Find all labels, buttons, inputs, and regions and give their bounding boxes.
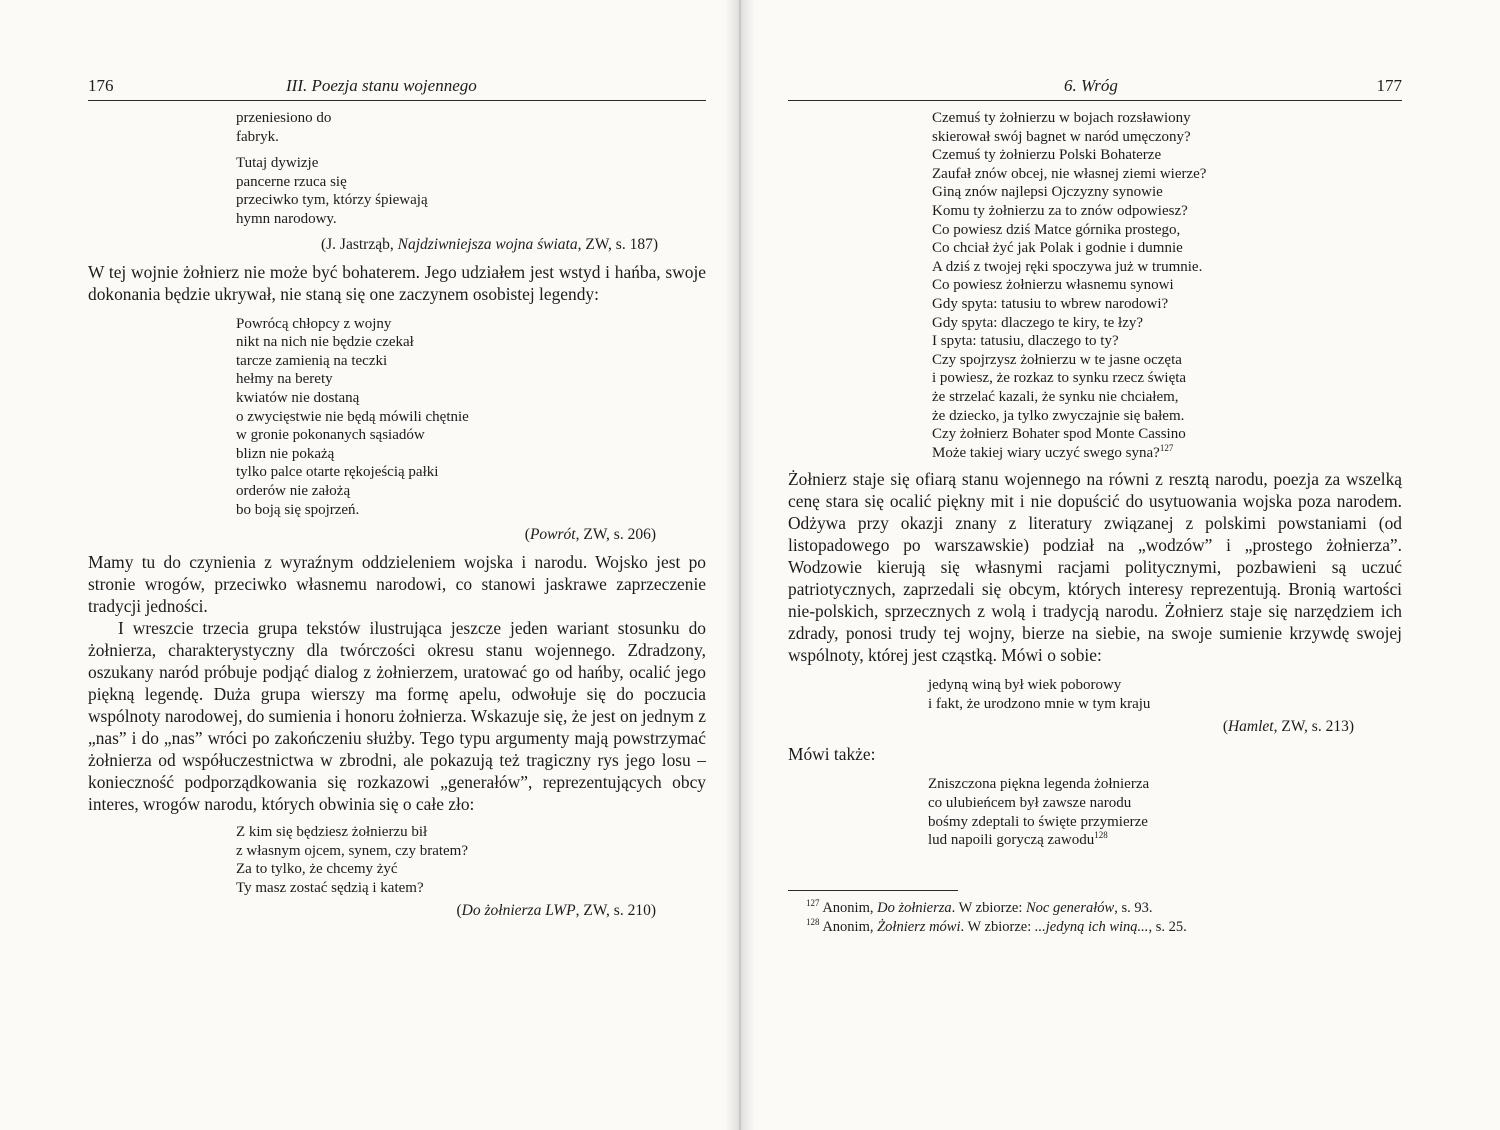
verse-line: Giną znów najlepsi Ojczyzny synowie — [932, 184, 1163, 201]
right-page — [788, 70, 1402, 937]
verse-line: A dziś z twojej ręki spoczywa już w trumnie. — [932, 258, 1203, 275]
footnote-ref-128: 128 — [1094, 830, 1108, 841]
verse-line: i fakt, że urodzono mnie w tym kraju — [928, 695, 1151, 712]
right-running-header — [788, 70, 1402, 101]
verse-block-top-right — [932, 109, 1402, 462]
verse-line: Zniszczona piękna legenda żołnierza — [928, 776, 1150, 793]
page-number-right: 177 — [1376, 76, 1402, 95]
verse-line: Czemuś ty żołnierzu Polski Bohaterze — [932, 147, 1162, 164]
verse-block-hamlet — [928, 676, 1402, 713]
verse-line: Co chciał żyć jak Polak i godnie i dumnie — [932, 240, 1183, 257]
footnote-rule — [788, 890, 958, 891]
paragraph-2-right: Mówi także: — [788, 744, 876, 765]
verse-line: o zwycięstwie nie będą mówili chętnie — [236, 408, 469, 425]
verse-line: skierował swój bagnet w naród umęczony? — [932, 128, 1191, 145]
citation-hamlet: (Hamlet, ZW, s. 213) — [1222, 718, 1354, 736]
left-page — [88, 70, 706, 921]
verse-block-top-left — [236, 109, 706, 229]
verse-block-powrot — [236, 315, 706, 520]
verse-stanza-gap — [236, 146, 706, 154]
verse-line: kwiatów nie dostaną — [236, 389, 360, 406]
footnote-127: $^{127}$ Anonim, Do żołnierza. W zbiorze: Noc generałów, s. 93. — [806, 898, 1153, 916]
verse-line: Gdy spyta: dlaczego te kiry, te łzy? — [932, 314, 1144, 331]
verse-block-lwp — [236, 823, 706, 897]
verse-line: co ulubieńcem był zawsze narodu — [928, 795, 1132, 812]
paragraph-1-left: W tej wojnie żołnierz nie może być bohaterem. Jego udziałem jest wstyd i hańba, swoje dokonania będzie ukrywał, nie staną się one zaczynem osobistej legendy: — [88, 261, 706, 304]
verse-line: lud napoili goryczą zawodu$^{128}$ — [928, 830, 1108, 849]
verse-line: że strzelać kazali, że synku nie chciałem, — [932, 388, 1179, 405]
verse-line: Zaufał znów obcej, nie własnej ziemi wierze? — [932, 165, 1207, 182]
verse-line: i powiesz, że rozkaz to synku rzecz święta — [932, 370, 1187, 387]
verse-line: bośmy zdeptali to święte przymierze — [928, 813, 1148, 830]
verse-line: Za to tylko, że chcemy żyć — [236, 861, 398, 878]
paragraph-1-right: Żołnierz staje się ofiarą stanu wojennego na równi z resztą narodu, poezja za wszelką cenę stara się ocalić piękny mit i nie dopuścić do usytuowania wojska poza narodem. Odżywa przy okazji znany z literatury związanej z polskimi powstaniami (od listopadowego po warszawskie) podział na „wodzów” i „prostego żołnierza”. Wodzowie kierują się własnymi racjami politycznymi, pozbawieni są uczuć patriotycznych, zaprzedali się obcym, których interesy reprezentują. Bronią wartości nie-polskich, sprzecznych z wolą i tradycją narodu. Żołnierz staje się narzędziem ich zdrady, ponosi trudy tej wojny, bierze na siebie, na swoje sumienie krzywdę swojej wspólnoty, której jest cząstką. Mówi o sobie: — [788, 469, 1402, 666]
verse-line: w gronie pokonanych sąsiadów — [236, 427, 425, 444]
verse-line: Czy spojrzysz żołnierzu w te jasne oczęta — [932, 351, 1182, 368]
citation-lwp: (Do żołnierza LWP, ZW, s. 210) — [456, 902, 656, 920]
verse-line: Powrócą chłopcy z wojny — [236, 315, 392, 332]
verse-line: hymn narodowy. — [236, 210, 337, 227]
left-running-header — [88, 70, 706, 101]
verse-line: Co powiesz dziś Matce górnika prostego, — [932, 221, 1181, 238]
paragraph-2-left: Mamy tu do czynienia z wyraźnym oddzieleniem wojska i narodu. Wojsko jest po stronie wrogów, przeciwko własnemu narodowi, co stanowi jaskrawe zaprzeczenie tradycji jedności. — [88, 552, 706, 617]
verse-line: Komu ty żołnierzu za to znów odpowiesz? — [932, 202, 1188, 219]
verse-line: tylko palce otarte rękojeścią pałki — [236, 464, 439, 481]
verse-line: Czy żołnierz Bohater spod Monte Cassino — [932, 426, 1186, 443]
verse-line: z własnym ojcem, synem, czy bratem? — [236, 842, 469, 859]
verse-line: Z kim się będziesz żołnierzu bił — [236, 824, 428, 841]
book-gutter — [725, 0, 755, 1130]
verse-line: pancerne rzuca się — [236, 173, 347, 190]
verse-line: że dziecko, ja tylko zwyczajnie się bałem. — [932, 407, 1185, 424]
running-title-left: III. Poezja stanu wojennego — [286, 76, 477, 95]
verse-line: fabryk. — [236, 128, 279, 145]
page-number-left: 176 — [88, 76, 114, 95]
verse-line: Gdy spyta: tatusiu to wbrew narodowi? — [932, 295, 1169, 312]
footnote-128: $^{128}$ Anonim, Żołnierz mówi. W zbiorze: ...jedyną ich winą..., s. 25. — [806, 917, 1187, 935]
verse-line: orderów nie założą — [236, 482, 351, 499]
verse-line: Tutaj dywizje — [236, 155, 319, 172]
verse-line: przeciwko tym, którzy śpiewają — [236, 192, 428, 209]
verse-line: Może takiej wiary uczyć swego syna?$^{127}$ — [932, 442, 1174, 461]
verse-line: Ty masz zostać sędzią i katem? — [236, 879, 424, 896]
paragraph-3-left: I wreszcie trzecia grupa tekstów ilustrująca jeszcze jeden wariant stosunku do żołnierza, charakterystyczny dla twórczości okresu stanu wojennego. Zdradzony, oszukany naród próbuje podjąć dialog z żołnierzem, uratować go od hańby, ocalić jego piękną legendę. Duża grupa wierszy ma formę apelu, odwołuje się do poczucia wspólnoty narodowej, do sumienia i honoru żołnierza. Wskazuje się, że jest on jednym z „nas” i do „nas” wróci po zakończeniu służby. Tego typu argumenty mają powstrzymać żołnierza od współuczestnictwa w zbrodni, ale pokazują też tragiczny rys jego losu – konieczność podporządkowania się rozkazowi „generałów”, reprezentujących obcy interes, wrogów narodu, których obwinia się o całe zło: — [88, 618, 706, 815]
verse-line: Czemuś ty żołnierzu w bojach rozsławiony — [932, 110, 1191, 126]
verse-line: nikt na nich nie będzie czekał — [236, 334, 414, 351]
verse-line: przeniesiono do — [236, 110, 332, 126]
citation-powrot: (Powrót, ZW, s. 206) — [524, 526, 656, 544]
verse-line: hełmy na berety — [236, 371, 333, 388]
verse-block-legend — [928, 775, 1402, 849]
verse-line: I spyta: tatusiu, dlaczego to ty? — [932, 333, 1119, 350]
running-title-right: 6. Wróg — [1064, 76, 1118, 95]
verse-line: Co powiesz żołnierzu własnemu synowi — [932, 277, 1174, 294]
footnote-ref-127: 127 — [1159, 442, 1174, 453]
verse-line: bo boją się spojrzeń. — [236, 501, 360, 518]
verse-line: jedyną winą był wiek poborowy — [928, 677, 1122, 694]
citation-jastrzab: (J. Jastrząb, Najdziwniejsza wojna świata, ZW, s. 187) — [320, 235, 658, 253]
footnotes — [788, 899, 1402, 937]
verse-line: tarcze zamienią na teczki — [236, 352, 388, 369]
verse-line: blizn nie pokażą — [236, 445, 335, 462]
